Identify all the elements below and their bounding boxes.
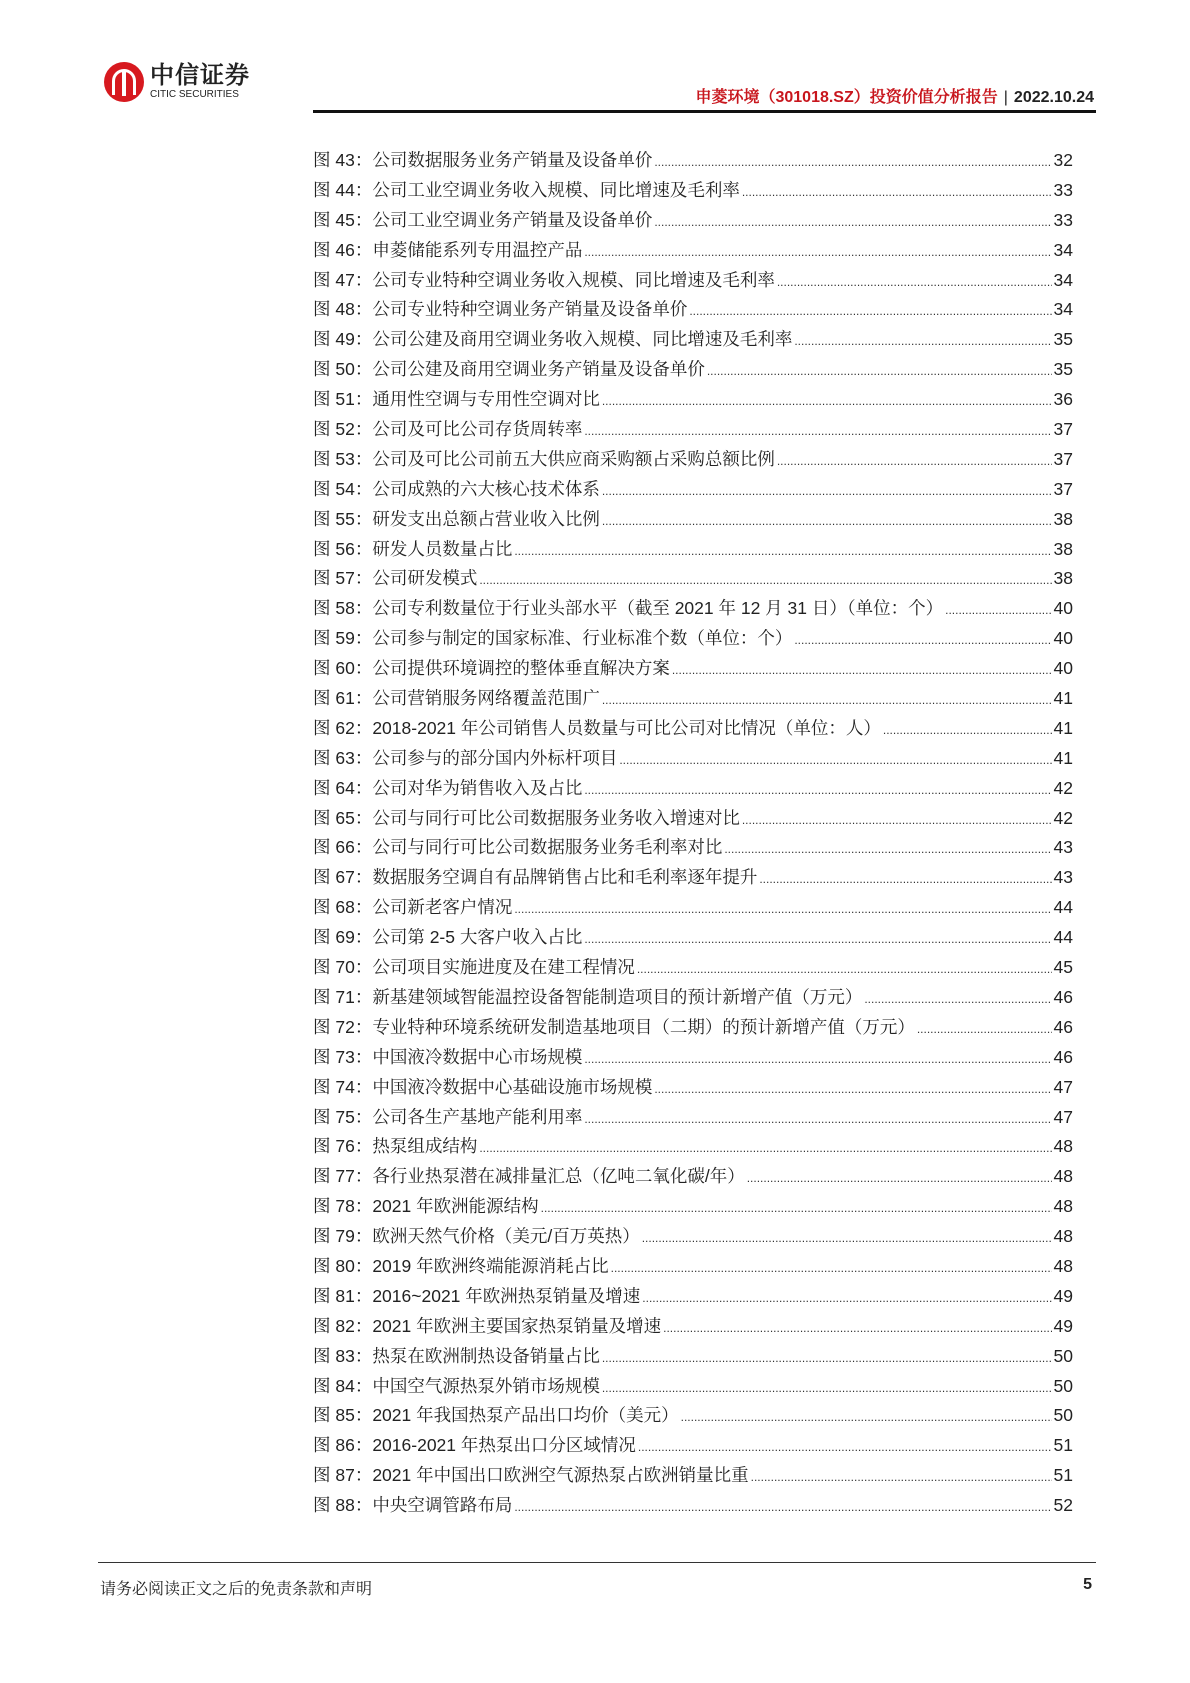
toc-entry-page: 41 [1053,688,1073,709]
toc-entry-page: 32 [1053,150,1073,170]
toc-entry[interactable] [313,1431,1073,1461]
toc-entry[interactable] [313,1222,1073,1252]
toc-entry-label: 图 87：2021 年中国出口欧洲空气源热泵占欧洲销量比重 [313,1465,749,1486]
toc-leader-dots [602,387,1052,417]
toc-leader-dots [602,1374,1052,1404]
toc-leader-dots [602,1344,1052,1374]
toc-entry-page: 48 [1053,1136,1073,1157]
toc-leader-dots [619,746,1051,776]
toc-entry-label: 图 75：公司各生产基地产能利用率 [313,1106,583,1127]
toc-leader-dots [584,417,1051,447]
toc-leader-dots [654,148,1051,178]
toc-entry-label: 图 70：公司项目实施进度及在建工程情况 [313,957,635,978]
toc-leader-dots [794,327,1051,357]
toc-leader-dots [724,835,1051,865]
toc-entry-page: 34 [1053,299,1073,320]
toc-leader-dots [584,925,1051,955]
toc-entry-label: 图 62：2018-2021 年公司销售人员数量与可比公司对比情况（单位：人） [313,717,881,738]
toc-leader-dots [864,985,1051,1015]
toc-entry[interactable] [313,1312,1073,1342]
report-header [695,84,1094,107]
toc-leader-dots [514,895,1051,925]
toc-entry[interactable] [313,1192,1073,1222]
toc-entry-page: 45 [1053,957,1073,978]
toc-entry-page: 44 [1053,927,1073,948]
toc-entry-page: 50 [1053,1345,1073,1366]
toc-entry[interactable] [313,445,1073,475]
toc-leader-dots [642,1224,1052,1254]
toc-entry[interactable] [313,1282,1073,1312]
toc-leader-dots [742,806,1052,836]
toc-leader-dots [541,1194,1052,1224]
toc-leader-dots [777,268,1052,298]
toc-entry-page: 46 [1053,986,1073,1007]
toc-entry-label: 图 81：2016~2021 年欧洲热泵销量及增速 [313,1285,641,1306]
toc-entry-label: 图 47：公司专业特种空调业务收入规模、同比增速及毛利率 [313,269,775,290]
toc-entry-page: 35 [1053,359,1073,380]
toc-entry-page: 34 [1053,269,1073,290]
toc-entry[interactable] [313,1073,1073,1103]
toc-entry-label: 图 88：中央空调管路布局 [313,1495,513,1516]
toc-leader-dots [602,686,1052,716]
toc-entry-label: 图 51：通用性空调与专用性空调对比 [313,389,600,410]
header-separator: | [1003,89,1008,106]
toc-leader-dots [917,1015,1052,1045]
toc-leader-dots [883,716,1052,746]
toc-entry-page: 48 [1053,1166,1073,1187]
toc-entry[interactable] [313,714,1073,744]
toc-entry-label: 图 49：公司公建及商用空调业务收入规模、同比增速及毛利率 [313,329,793,350]
toc-entry-page: 48 [1053,1255,1073,1276]
toc-entry-label: 图 69：公司第 2-5 大客户收入占比 [313,927,583,948]
toc-entry[interactable] [313,505,1073,535]
toc-entry[interactable] [313,385,1073,415]
toc-entry-label: 图 76：热泵组成结构 [313,1136,478,1157]
toc-leader-dots [663,1314,1051,1344]
toc-entry[interactable] [313,923,1073,953]
toc-entry-page: 42 [1053,777,1073,798]
toc-entry[interactable] [313,325,1073,355]
toc-entry[interactable] [313,236,1073,266]
toc-entry-page: 47 [1053,1076,1073,1097]
toc-entry-label: 图 64：公司对华为销售收入及占比 [313,777,583,798]
toc-entry-page: 40 [1053,658,1073,679]
toc-entry[interactable] [313,1491,1073,1521]
toc-entry[interactable] [313,863,1073,893]
figure-index-list [313,146,1073,1521]
toc-entry-label: 图 85：2021 年我国热泵产品出口均价（美元） [313,1405,679,1426]
footer-divider [98,1562,1096,1563]
toc-entry[interactable] [313,1252,1073,1282]
toc-leader-dots [672,656,1052,686]
toc-entry[interactable] [313,1342,1073,1372]
toc-leader-dots [742,178,1052,208]
toc-leader-dots [759,865,1051,895]
toc-entry-label: 图 83：热泵在欧洲制热设备销量占比 [313,1345,600,1366]
toc-entry-label: 图 78：2021 年欧洲能源结构 [313,1196,539,1217]
toc-entry-label: 图 80：2019 年欧洲终端能源消耗占比 [313,1255,609,1276]
toc-entry-label: 图 66：公司与同行可比公司数据服务业务毛利率对比 [313,837,723,858]
toc-entry[interactable] [313,1043,1073,1073]
toc-entry[interactable] [313,146,1073,176]
toc-entry-label: 图 60：公司提供环境调控的整体垂直解决方案 [313,658,670,679]
report-date: 2022.10.24 [1013,89,1094,106]
toc-leader-dots [479,1134,1051,1164]
toc-entry-page: 49 [1053,1315,1073,1336]
toc-entry[interactable] [313,1461,1073,1491]
toc-leader-dots [794,626,1051,656]
footer-disclaimer: 请务必阅读正文之后的免责条款和声明 [100,1581,373,1598]
toc-entry-label: 图 79：欧洲天然气价格（美元/百万英热） [313,1226,640,1247]
toc-entry-page: 43 [1053,867,1073,888]
toc-entry-label: 图 84：中国空气源热泵外销市场规模 [313,1375,600,1396]
header-divider [313,110,1096,113]
toc-entry-label: 图 82：2021 年欧洲主要国家热泵销量及增速 [313,1315,662,1336]
toc-entry-label: 图 59：公司参与制定的国家标准、行业标准个数（单位：个） [313,628,793,649]
toc-leader-dots [642,1284,1051,1314]
toc-entry-label: 图 55：研发支出总额占营业收入比例 [313,508,600,529]
toc-entry-label: 图 61：公司营销服务网络覆盖范围广 [313,688,600,709]
toc-entry-page: 37 [1053,478,1073,499]
toc-entry-page: 42 [1053,807,1073,828]
toc-leader-dots [945,596,1051,626]
toc-entry-label: 图 43：公司数据服务业务产销量及设备单价 [313,150,653,170]
toc-leader-dots [681,1403,1052,1433]
toc-entry-page: 36 [1053,389,1073,410]
toc-entry-label: 图 46：申菱储能系列专用温控产品 [313,239,583,260]
toc-entry-page: 46 [1053,1016,1073,1037]
toc-leader-dots [479,566,1051,596]
toc-entry-page: 52 [1053,1495,1073,1516]
toc-entry[interactable] [313,535,1073,565]
toc-entry-label: 图 53：公司及可比公司前五大供应商采购额占采购总额比例 [313,448,775,469]
toc-entry[interactable] [313,415,1073,445]
toc-entry-label: 图 67：数据服务空调自有品牌销售占比和毛利率逐年提升 [313,867,758,888]
toc-entry-page: 38 [1053,508,1073,529]
toc-entry[interactable] [313,176,1073,206]
toc-entry[interactable] [313,744,1073,774]
toc-entry-page: 44 [1053,897,1073,918]
logo-chinese-name: 中信证券 [150,62,250,89]
toc-entry[interactable] [313,833,1073,863]
toc-entry[interactable] [313,893,1073,923]
toc-entry-label: 图 45：公司工业空调业务产销量及设备单价 [313,209,653,230]
toc-entry[interactable] [313,774,1073,804]
toc-entry[interactable] [313,684,1073,714]
toc-entry[interactable] [313,564,1073,594]
toc-entry-label: 图 77：各行业热泵潜在减排量汇总（亿吨二氧化碳/年） [313,1166,745,1187]
toc-entry-page: 41 [1053,717,1073,738]
toc-leader-dots [602,507,1052,537]
toc-entry-label: 图 74：中国液冷数据中心基础设施市场规模 [313,1076,653,1097]
toc-entry[interactable] [313,953,1073,983]
toc-leader-dots [751,1463,1052,1493]
toc-entry[interactable] [313,804,1073,834]
toc-entry[interactable] [313,355,1073,385]
toc-leader-dots [689,297,1051,327]
toc-leader-dots [602,477,1052,507]
toc-entry-label: 图 58：公司专利数量位于行业头部水平（截至 2021 年 12 月 31 日）（单位：个） [313,598,944,619]
citic-logo-icon [104,62,144,102]
toc-entry[interactable] [313,654,1073,684]
toc-entry-page: 33 [1053,209,1073,230]
toc-entry-page: 51 [1053,1435,1073,1456]
toc-entry-page: 50 [1053,1375,1073,1396]
page-number: 5 [1083,1576,1092,1593]
toc-leader-dots [611,1254,1052,1284]
toc-entry-label: 图 72：专业特种环境系统研发制造基地项目（二期）的预计新增产值（万元） [313,1016,915,1037]
toc-leader-dots [654,208,1051,238]
toc-entry-page: 40 [1053,628,1073,649]
toc-entry[interactable] [313,1372,1073,1402]
toc-entry-page: 35 [1053,329,1073,350]
toc-entry-page: 48 [1053,1226,1073,1247]
toc-entry[interactable] [313,1401,1073,1431]
toc-leader-dots [584,1045,1051,1075]
toc-entry[interactable] [313,983,1073,1013]
toc-leader-dots [777,447,1052,477]
toc-entry-label: 图 50：公司公建及商用空调业务产销量及设备单价 [313,359,705,380]
toc-leader-dots [638,1433,1052,1463]
toc-leader-dots [514,537,1051,567]
toc-entry-label: 图 48：公司专业特种空调业务产销量及设备单价 [313,299,688,320]
toc-entry[interactable] [313,1132,1073,1162]
toc-leader-dots [707,357,1052,387]
toc-entry[interactable] [313,1103,1073,1133]
toc-entry-label: 图 73：中国液冷数据中心市场规模 [313,1046,583,1067]
toc-entry-page: 51 [1053,1465,1073,1486]
toc-leader-dots [747,1164,1052,1194]
toc-entry[interactable] [313,266,1073,296]
toc-entry-label: 图 57：公司研发模式 [313,568,478,589]
toc-entry-page: 41 [1053,747,1073,768]
toc-entry-label: 图 56：研发人员数量占比 [313,538,513,559]
toc-leader-dots [584,776,1051,806]
toc-entry-page: 40 [1053,598,1073,619]
toc-leader-dots [514,1493,1051,1523]
toc-entry-page: 34 [1053,239,1073,260]
toc-leader-dots [584,1105,1051,1135]
toc-entry-page: 50 [1053,1405,1073,1426]
toc-entry[interactable] [313,1013,1073,1043]
report-title: 申菱环境（301018.SZ）投资价值分析报告 [695,89,998,106]
citic-logo [104,62,250,102]
toc-entry-label: 图 44：公司工业空调业务收入规模、同比增速及毛利率 [313,179,740,200]
toc-entry[interactable] [313,594,1073,624]
toc-entry-label: 图 86：2016-2021 年热泵出口分区域情况 [313,1435,636,1456]
toc-entry-page: 38 [1053,538,1073,559]
toc-entry-label: 图 71：新基建领域智能温控设备智能制造项目的预计新增产值（万元） [313,986,863,1007]
toc-entry-page: 37 [1053,448,1073,469]
toc-leader-dots [654,1075,1051,1105]
toc-entry-page: 38 [1053,568,1073,589]
toc-entry-page: 46 [1053,1046,1073,1067]
toc-entry-label: 图 54：公司成熟的六大核心技术体系 [313,478,600,499]
toc-entry[interactable] [313,624,1073,654]
toc-entry-page: 48 [1053,1196,1073,1217]
toc-entry-page: 43 [1053,837,1073,858]
toc-entry-label: 图 52：公司及可比公司存货周转率 [313,419,583,440]
toc-entry[interactable] [313,295,1073,325]
toc-entry-page: 33 [1053,179,1073,200]
toc-entry[interactable] [313,1162,1073,1192]
toc-entry[interactable] [313,206,1073,236]
toc-entry-label: 图 68：公司新老客户情况 [313,897,513,918]
logo-english-name: CITIC SECURITIES [150,89,239,100]
toc-leader-dots [637,955,1052,985]
toc-entry-page: 47 [1053,1106,1073,1127]
toc-entry-page: 37 [1053,419,1073,440]
toc-leader-dots [584,238,1051,268]
toc-entry[interactable] [313,475,1073,505]
toc-entry-label: 图 65：公司与同行可比公司数据服务业务收入增速对比 [313,807,740,828]
toc-entry-label: 图 63：公司参与的部分国内外标杆项目 [313,747,618,768]
toc-entry-page: 49 [1053,1285,1073,1306]
